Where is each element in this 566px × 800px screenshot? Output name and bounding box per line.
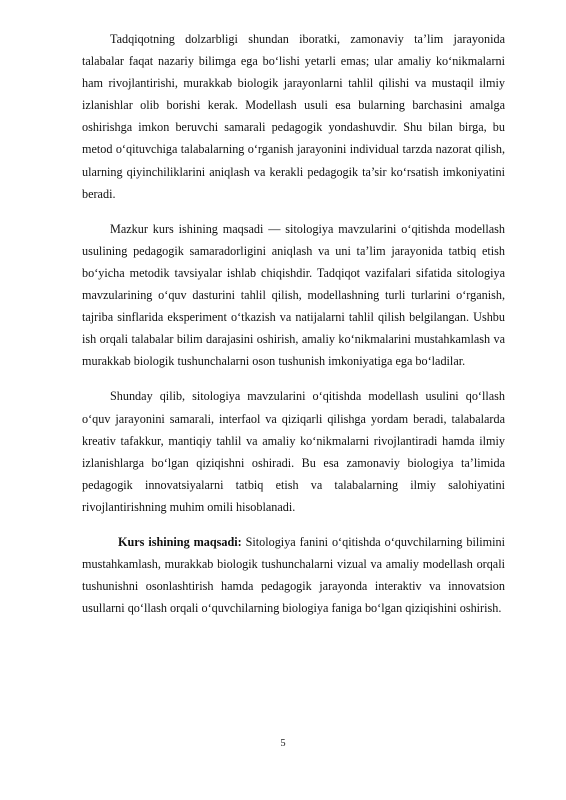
- paragraph-course-goal: [82, 531, 505, 619]
- body-text: [82, 28, 505, 632]
- paragraph-aim: Mazkur kurs ishining maqsadi — sitologiya mavzularini o‘qitishda modellash usulining pedagogik samaradorligini aniqlash va uni ta’lim jarayonida tatbiq etish bo‘yicha metodik tavsiyalar ishlab chiqishdir. Tadqiqot vazifalari sifatida sitologiya mavzularining o‘quv dasturini tahlil qilish, modellashning turli turlarini o‘rganish, tajriba sinflarida eksperiment o‘tkazish va natijalarni tahlil qilish belgilangan. Ushbu ish orqali talabalar bilim darajasini oshirish, amaliy ko‘nikmalarini mustahkamlash va murakkab biologik tushunchalarni oson tushunish imkoniyatiga ega bo‘ladilar.: [82, 221, 505, 369]
- page-number: 5: [280, 738, 286, 749]
- course-goal-text: Sitologiya fanini o‘qitishda o‘quvchilarning bilimini mustahkamlash, murakkab biologik tushunchalarni vizual va amaliy modellash orqali tushunishni osonlashtirish hamda pedagogik jarayonda interaktiv va innovatsion usullarni qo‘llash orqali o‘quvchilarning biologiya faniga bo‘lgan qiziqishini oshirish.: [82, 534, 505, 616]
- paragraph-relevance: Tadqiqotning dolzarbligi shundan iboratki, zamonaviy ta’lim jarayonida talabalar faqat nazariy bilimga ega bo‘lishi yetarli emas; ular amaliy ko‘nikmalarni ham rivojlantirishi, murakkab biologik jarayonlarni tahlil qilishi va mustaqil ilmiy izlanishlar olib borishi kerak. Modellash usuli esa bularning barchasini amalga oshirishga imkon beruvchi samarali pedagogik yondashuvdir. Shu bilan birga, bu metod o‘qituvchiga talabalarning o‘rganish jarayonini individual tarzda nazorat qilish, ularning qiyinchiliklarini aniqlash va kerakli pedagogik ta’sir ko‘rsatish imkoniyatini beradi.: [82, 32, 505, 201]
- paragraph-conclusion: Shunday qilib, sitologiya mavzularini o‘qitishda modellash usulini qo‘llash o‘quv jarayonini samarali, interfaol va qiziqarli qilishga yordam beradi, talabalarda kreativ tafakkur, mantiqiy tahlil va amaliy ko‘nikmalarni rivojlantiradi hamda ilmiy izlanishlarga bo‘lgan qiziqishni oshiradi. Bu esa zamonaviy biologiya ta’limida pedagogik innovatsiyalarni tatbiq etish va talabalarning ilmiy salohiyatini rivojlantirishning muhim omili hisoblanadi.: [82, 389, 505, 514]
- course-goal-heading: Kurs ishining maqsadi:: [118, 534, 242, 549]
